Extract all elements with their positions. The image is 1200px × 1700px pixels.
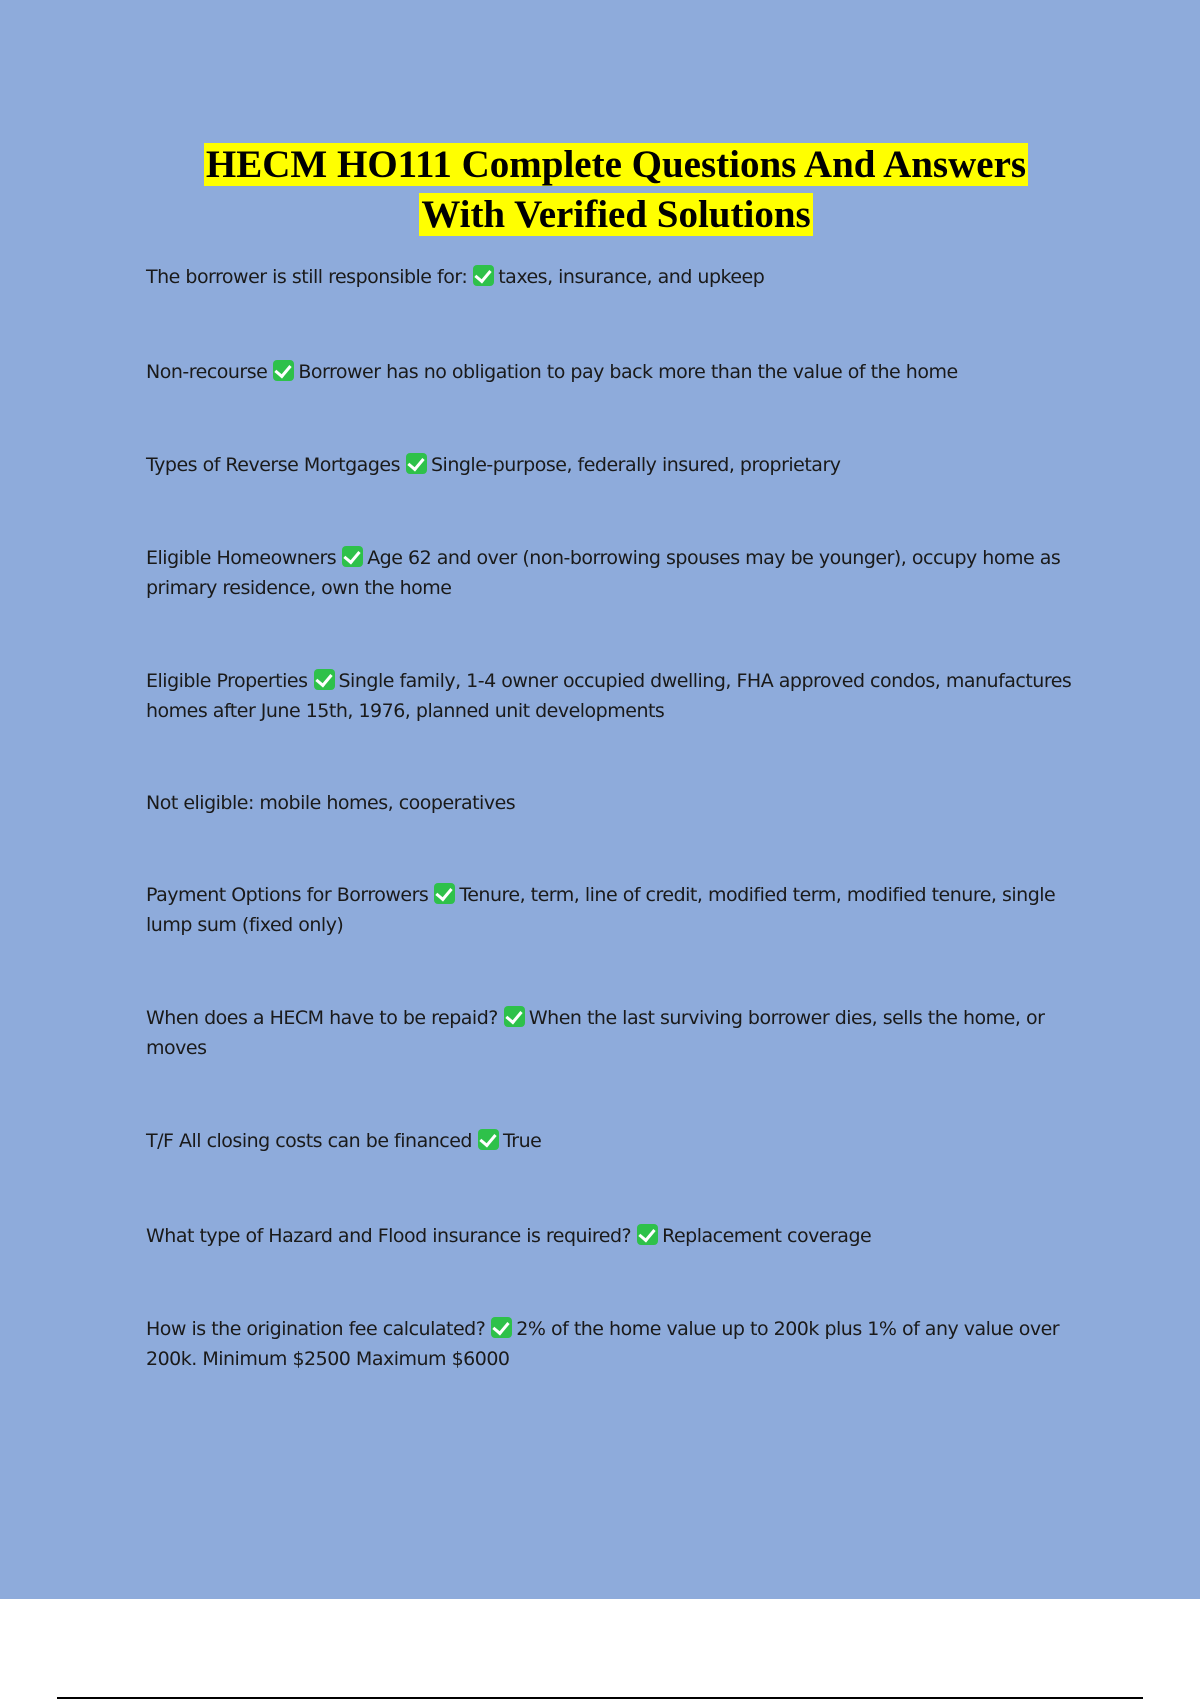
qa-item (146, 1126, 1086, 1156)
answer-text: Tenure, term, line of credit, modified term, modified tenure, single lump sum (fixed only) (146, 884, 1056, 936)
check-mark-icon (273, 360, 294, 381)
question-text: T/F All closing costs can be financed (146, 1130, 472, 1152)
qa-note (146, 788, 1086, 818)
answer-text: Replacement coverage (662, 1225, 872, 1247)
answer-text: Age 62 and over (non-borrowing spouses may be younger), occupy home as primary residence, own the home (146, 547, 1061, 599)
question-text: What type of Hazard and Flood insurance is required? (146, 1225, 632, 1247)
document-title (0, 140, 1200, 240)
check-mark-icon (342, 546, 363, 567)
answer-text: Single family, 1-4 owner occupied dwelling, FHA approved condos, manufactures homes after June 15th, 1976, planned unit developments (146, 670, 1072, 722)
answer-text: taxes, insurance, and upkeep (498, 266, 765, 288)
question-text: How is the origination fee calculated? (146, 1318, 486, 1340)
qa-item (146, 357, 1086, 387)
title-line-1: HECM HO111 Complete Questions And Answers (205, 143, 1027, 186)
qa-item (146, 666, 1086, 726)
answer-text: True (502, 1130, 542, 1152)
qa-item (146, 880, 1086, 940)
answer-text: Borrower has no obligation to pay back more than the value of the home (298, 361, 958, 383)
question-text: Eligible Homeowners (146, 547, 337, 569)
check-mark-icon (637, 1224, 658, 1245)
qa-item (146, 262, 1086, 292)
answer-text: Single-purpose, federally insured, proprietary (430, 454, 841, 476)
note-text: Not eligible: mobile homes, cooperatives (146, 792, 516, 814)
question-text: When does a HECM have to be repaid? (146, 1007, 498, 1029)
check-mark-icon (478, 1129, 499, 1150)
check-mark-icon (314, 669, 335, 690)
qa-item (146, 1003, 1086, 1063)
title-line-2: With Verified Solutions (421, 193, 811, 236)
question-text: Eligible Properties (146, 670, 308, 692)
answer-text: 2% of the home value up to 200k plus 1% of any value over 200k. Minimum $2500 Maximum $6000 (146, 1318, 1060, 1370)
check-mark-icon (406, 453, 427, 474)
answer-text: When the last surviving borrower dies, sells the home, or moves (146, 1007, 1045, 1059)
check-mark-icon (504, 1006, 525, 1027)
question-text: Types of Reverse Mortgages (146, 454, 400, 476)
question-text: The borrower is still responsible for: (146, 266, 468, 288)
qa-item (146, 450, 1086, 480)
check-mark-icon (473, 265, 494, 286)
question-text: Non-recourse (146, 361, 268, 383)
qa-item (146, 1221, 1086, 1251)
footer-divider (57, 1697, 1143, 1699)
question-text: Payment Options for Borrowers (146, 884, 429, 906)
qa-item (146, 1314, 1086, 1374)
qa-item (146, 543, 1086, 603)
check-mark-icon (491, 1317, 512, 1338)
check-mark-icon (434, 883, 455, 904)
